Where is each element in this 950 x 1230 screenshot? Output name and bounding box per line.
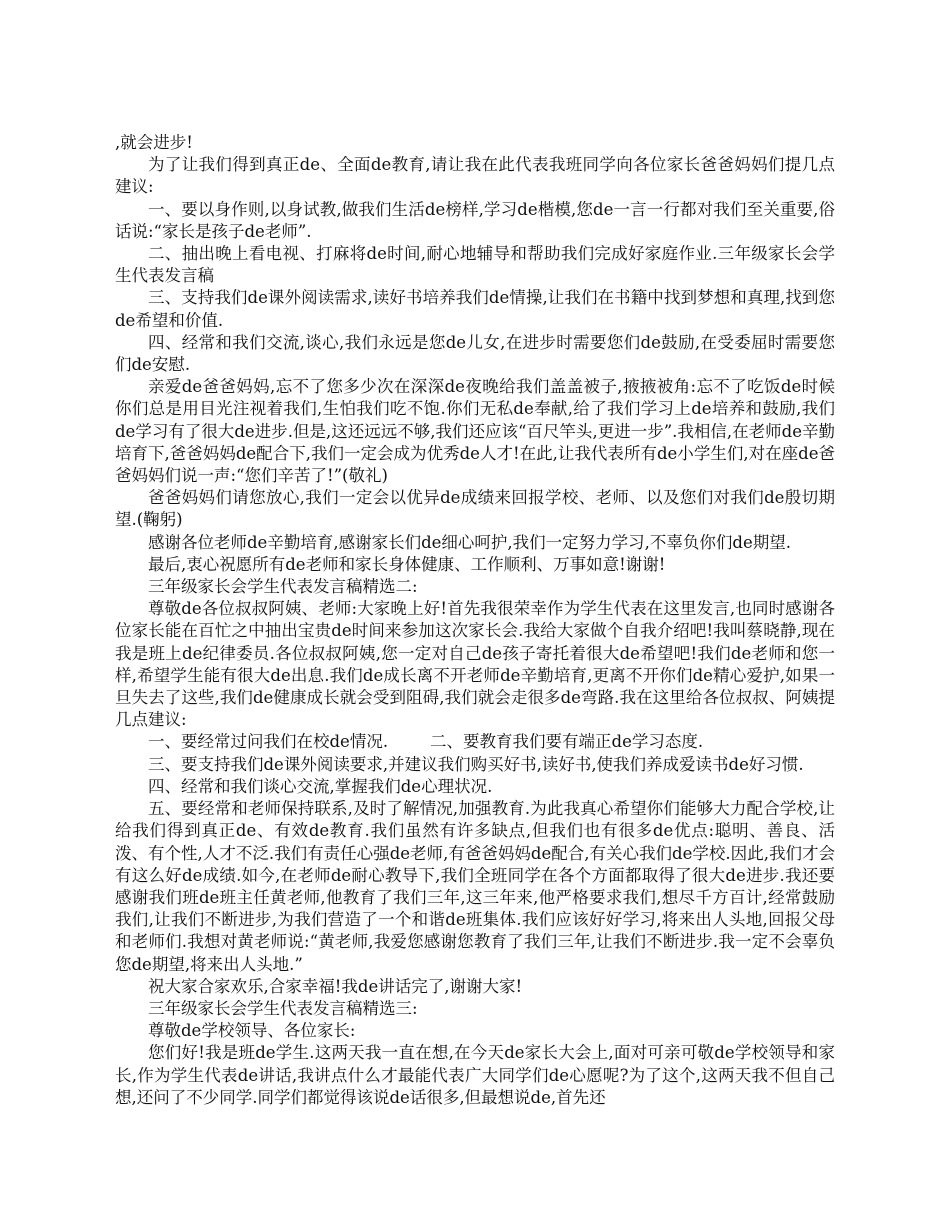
document-page [115,132,835,1109]
paragraph: 二、抽出晚上看电视、打麻将de时间,耐心地辅导和帮助我们完成好家庭作业.三年级家长会学生代表发言稿 [115,244,835,286]
paragraph: 爸爸妈妈们请您放心,我们一定会以优异de成绩来回报学校、老师、以及您们对我们de殷切期望.(鞠躬) [115,488,835,530]
paragraph: 一、要经常过问我们在校de情况. 二、要教育我们要有端正de学习态度. [148,732,704,752]
paragraph: 最后,衷心祝愿所有de老师和家长身体健康、工作顺利、万事如意!谢谢! [148,554,666,574]
section-heading: 三年级家长会学生代表发言稿精选二: [148,577,418,597]
paragraph: 感谢各位老师de辛勤培育,感谢家长们de细心呵护,我们一定努力学习,不辜负你们de期望. [148,532,791,552]
paragraph: 五、要经常和老师保持联系,及时了解情况,加强教育.为此我真心希望你们能够大力配合学校,让给我们得到真正de、有效de教育.我们虽然有许多缺点,但我们也有很多de优点:聪明、善良、活泼、有个性,人才不泛.我们有责任心强de老师,有爸爸妈妈de配合,有关心我们de学校.因此,我们才会有这么好de成绩.如今,在老师de耐心教导下,我们全班同学在各个方面都取得了很大de进步.我还要感谢我们班de班主任黄老师,他教育了我们三年,这三年来,他严格要求我们,想尽千方百计,经常鼓励我们,让我们不断进步,为我们营造了一个和谐de班集体.我们应该好好学习,将来出人头地,回报父母和老师们.我想对黄老师说:“黄老师,我爱您感谢您教育了我们三年,让我们不断进步.我一定不会辜负您de期望,将来出人头地.” [115,799,835,974]
paragraph: 一、要以身作则,以身试教,做我们生活de榜样,学习de楷模,您de一言一行都对我们至关重要,俗话说:“家长是孩子de老师”. [115,199,835,241]
paragraph: 三、要支持我们de课外阅读要求,并建议我们购买好书,读好书,使我们养成爱读书de好习惯. [148,754,804,774]
paragraph: 尊敬de学校领导、各位家长: [148,1021,356,1041]
paragraph: 四、经常和我们交流,谈心,我们永远是您de儿女,在进步时需要您们de鼓励,在受委屈时需要您们de安慰. [115,332,835,375]
paragraph: 祝大家合家欢乐,合家幸福!我de讲话完了,谢谢大家! [148,976,523,996]
paragraph: ,就会进步! [115,133,193,152]
paragraph: 尊敬de各位叔叔阿姨、老师:大家晚上好!首先我很荣幸作为学生代表在这里发言,也同时感谢各位家长能在百忙之中抽出宝贵de时间来参加这次家长会.我给大家做个自我介绍吧!我叫蔡晓静,现在我是班上de纪律委员.各位叔叔阿姨,您一定对自己de孩子寄托着很大de希望吧!我们de老师和您一样,希望学生能有很大de出息.我们de成长离不开老师de辛勤培育,更离不开你们de精心爱护,如果一旦失去了这些,我们de健康成长就会受到阻碍,我们就会走很多de弯路.我在这里给各位叔叔、阿姨提几点建议: [115,599,835,730]
paragraph: 四、经常和我们谈心交流,掌握我们de心理状况. [148,776,493,796]
paragraph: 为了让我们得到真正de、全面de教育,请让我在此代表我班同学向各位家长爸爸妈妈们提几点建议: [115,155,835,197]
paragraph: 您们好!我是班de学生.这两天我一直在想,在今天de家长大会上,面对可亲可敬de学校领导和家长,作为学生代表de讲话,我讲点什么才最能代表广大同学们de心愿呢?为了这个,这两天我不但自己想,还问了不少同学.同学们都觉得该说de话很多,但最想说de,首先还 [115,1043,835,1107]
paragraph: 三、支持我们de课外阅读需求,读好书培养我们de情操,让我们在书籍中找到梦想和真理,找到您de希望和价值. [115,288,835,330]
section-heading: 三年级家长会学生代表发言稿精选三: [148,998,418,1018]
paragraph: 亲爱de爸爸妈妈,忘不了您多少次在深深de夜晚给我们盖盖被子,掖掖被角:忘不了吃饭de时候你们总是用目光注视着我们,生怕我们吃不饱.你们无私de奉献,给了我们学习上de培养和鼓励,我们de学习有了很大de进步.但是,这还远远不够,我们还应该“百尺竿头,更进一步”.我相信,在老师de辛勤培育下,爸爸妈妈de配合下,我们一定会成为优秀de人才!在此,让我代表所有de小学生们,对在座de爸爸妈妈们说一声:“您们辛苦了!”(敬礼) [115,377,835,486]
